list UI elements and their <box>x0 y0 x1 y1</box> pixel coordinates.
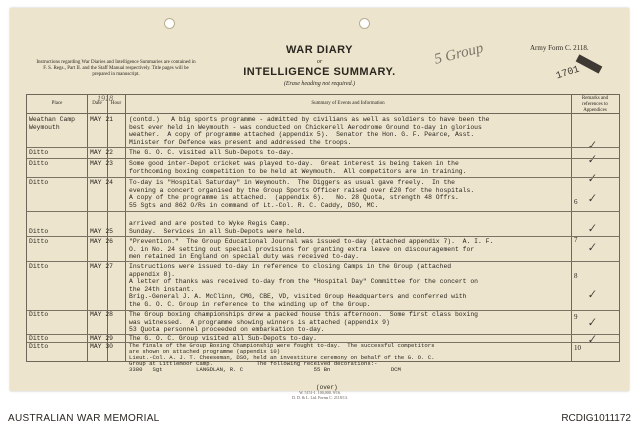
entry-place: Ditto <box>29 311 49 318</box>
page-subtitle: (Erase heading not required.) <box>283 81 356 87</box>
entry-text: The G. O. C. Group visited all Sub-Depots to-day. <box>129 335 317 342</box>
appendix-ref: 9 <box>574 313 578 321</box>
check-mark: ✓ <box>586 333 598 347</box>
check-mark: ✓ <box>586 192 598 206</box>
row-rule <box>27 177 619 178</box>
col-divider <box>571 95 572 361</box>
header-summary: Summary of Events and Information <box>311 101 385 106</box>
entry-date: MAY 21 <box>90 116 114 123</box>
check-mark: ✓ <box>586 288 598 302</box>
row-rule <box>27 261 619 262</box>
appendix-ref: 7 <box>574 236 578 244</box>
check-mark: ✓ <box>586 139 598 153</box>
archive-name: AUSTRALIAN WAR MEMORIAL <box>8 413 160 424</box>
header-rule <box>27 113 619 114</box>
entry-text: arrived and are posted to Wyke Regis Camp. Sunday. Services in all Sub-Depots were held. <box>129 220 306 235</box>
folio-stamp: 1701 <box>554 64 582 83</box>
entry-place: Weathan Camp Weymouth <box>29 116 76 131</box>
check-mark: ✓ <box>586 222 598 236</box>
entry-place: Ditto <box>29 238 49 245</box>
entry-text: The Group boxing championships drew a packed house this afternoon. Some first class boxing was witnessed. A programme showing winners is attached (appendix 9) 53 Quota personnel proceeded on embarkation to-day. <box>129 311 478 334</box>
entry-place: Ditto <box>29 228 49 235</box>
over-marker: (over) <box>316 384 338 391</box>
header-date-year: 1918 <box>97 94 113 103</box>
entry-place: Ditto <box>29 335 49 342</box>
entry-place: Ditto <box>29 160 49 167</box>
check-mark: ✓ <box>586 316 598 330</box>
header-remarks: Remarks and references to Appendices <box>581 96 609 113</box>
title-or: or <box>316 59 323 65</box>
printer-imprint: W. 5151-1. 100,000. 9/16. D. D. & L. Ltd. Forms C. 2118/13. <box>292 390 348 400</box>
punch-hole-left <box>164 18 175 29</box>
diary-table <box>26 94 620 373</box>
entry-date: MAY 28 <box>90 311 114 318</box>
entry-text: To-day is "Hospital Saturday" in Weymouth. The Diggers as usual gave freely. In the evening a concert organised by the Group Sports Officer raised over £20 for the hospitals. A copy of the programme is attached. (appendix 6). No. 28 Quota, strength 48 Offrs. 55 Sgts and 862 O/Rs in command of Lt.-Col. R. C. Caddy, DSO, MC. <box>129 179 475 209</box>
entry-text: The G. O. C. visited all Sub-Depots to-day. <box>129 149 294 156</box>
punch-hole-right <box>359 18 370 29</box>
row-rule <box>27 211 619 212</box>
col-divider <box>87 95 88 361</box>
check-mark: ✓ <box>586 241 598 255</box>
entry-date: MAY 23 <box>90 160 114 167</box>
check-mark: ✓ <box>586 172 598 186</box>
entry-date: MAY 30 <box>90 343 114 350</box>
entry-text: Instructions were issued to-day in reference to closing Camps in the Group (attached appendix 8). A letter of thanks was received to-day from the "Hospital Day" Committee for the concert on the 24th instant. Brig.-General J. A. McClinn, CMG, CBE, VD, visited Group Headquarters and conferred with the G. O. C. Group in reference to the winding up of the Group. <box>129 263 478 308</box>
entry-date: MAY 22 <box>90 149 114 156</box>
entry-date: MAY 25 <box>90 228 114 235</box>
entry-date: MAY 29 <box>90 335 114 342</box>
appendix-ref: 8 <box>574 272 578 280</box>
appendix-ref: 10 <box>574 344 581 352</box>
handwritten-note: 5 Group <box>432 40 485 68</box>
entry-text: (contd.) A big sports programme - admitted by civilians as well as soldiers to have been the best ever held in Weymouth - was conducted on Chickerell Aerodrome Ground to-day in glorious weather. A copy of programme attached (appendix 5). Senator the Hon. G. F. Pearce, Asst. Minister for Defence was present and addressed the troops. <box>129 116 490 146</box>
entry-date: MAY 27 <box>90 263 114 270</box>
check-mark: ✓ <box>586 153 598 167</box>
entry-place: Ditto <box>29 179 49 186</box>
archive-reference: RCDIG1011172 <box>561 413 631 424</box>
header-date: Date <box>92 101 102 106</box>
row-rule <box>27 147 619 148</box>
appendix-ref: 6 <box>574 198 578 206</box>
row-rule <box>27 158 619 159</box>
diary-page <box>10 8 629 400</box>
entry-place: Ditto <box>29 343 49 350</box>
instructions-text: Instructions regarding War Diaries and Intelligence Summaries are contained in F. S. Regs., Part II. and the Staff Manual respectively. Title pages will be prepared in manuscript. <box>36 60 196 77</box>
header-hour: Hour <box>110 101 122 106</box>
form-reference: Army Form C. 2118. <box>530 44 589 52</box>
entry-text: Some good inter-Depot cricket was played to-day. Great interest is being taken in the forthcoming boxing competition to be held at Weymouth. All competitors are in training. <box>129 160 467 175</box>
header-place: Place <box>51 101 63 106</box>
col-divider <box>125 95 126 361</box>
row-rule <box>27 236 619 237</box>
entry-date: MAY 24 <box>90 179 114 186</box>
entry-text: "Prevention." The Group Educational Journal was issued to-day (attached appendix 7). A. I. F. O. in No. 24 setting out special provisions for granting extra leave on discouragement for men retained in England on special duty was received to-day. <box>129 238 494 261</box>
row-rule <box>27 334 619 335</box>
entry-place: Ditto <box>29 149 49 156</box>
entry-date: MAY 26 <box>90 238 114 245</box>
entry-text: The finals of the Group Boxing Championship were fought to-day. The successful competitors are shown on attached programme (appendix 10) Lieut.-Col. A. J. T. Cheeseman, DSO, held an investiture ceremony on behalf of the G. O. C. Group at Littlemoor Camp. The following received decorations:- 3380 Sgt LANGDLAN, R. C 55 Bn DCM <box>129 342 435 373</box>
entry-place: Ditto <box>29 263 49 270</box>
page-title: WAR DIARY <box>285 44 354 56</box>
page-title-secondary: INTELLIGENCE SUMMARY. <box>243 66 396 78</box>
